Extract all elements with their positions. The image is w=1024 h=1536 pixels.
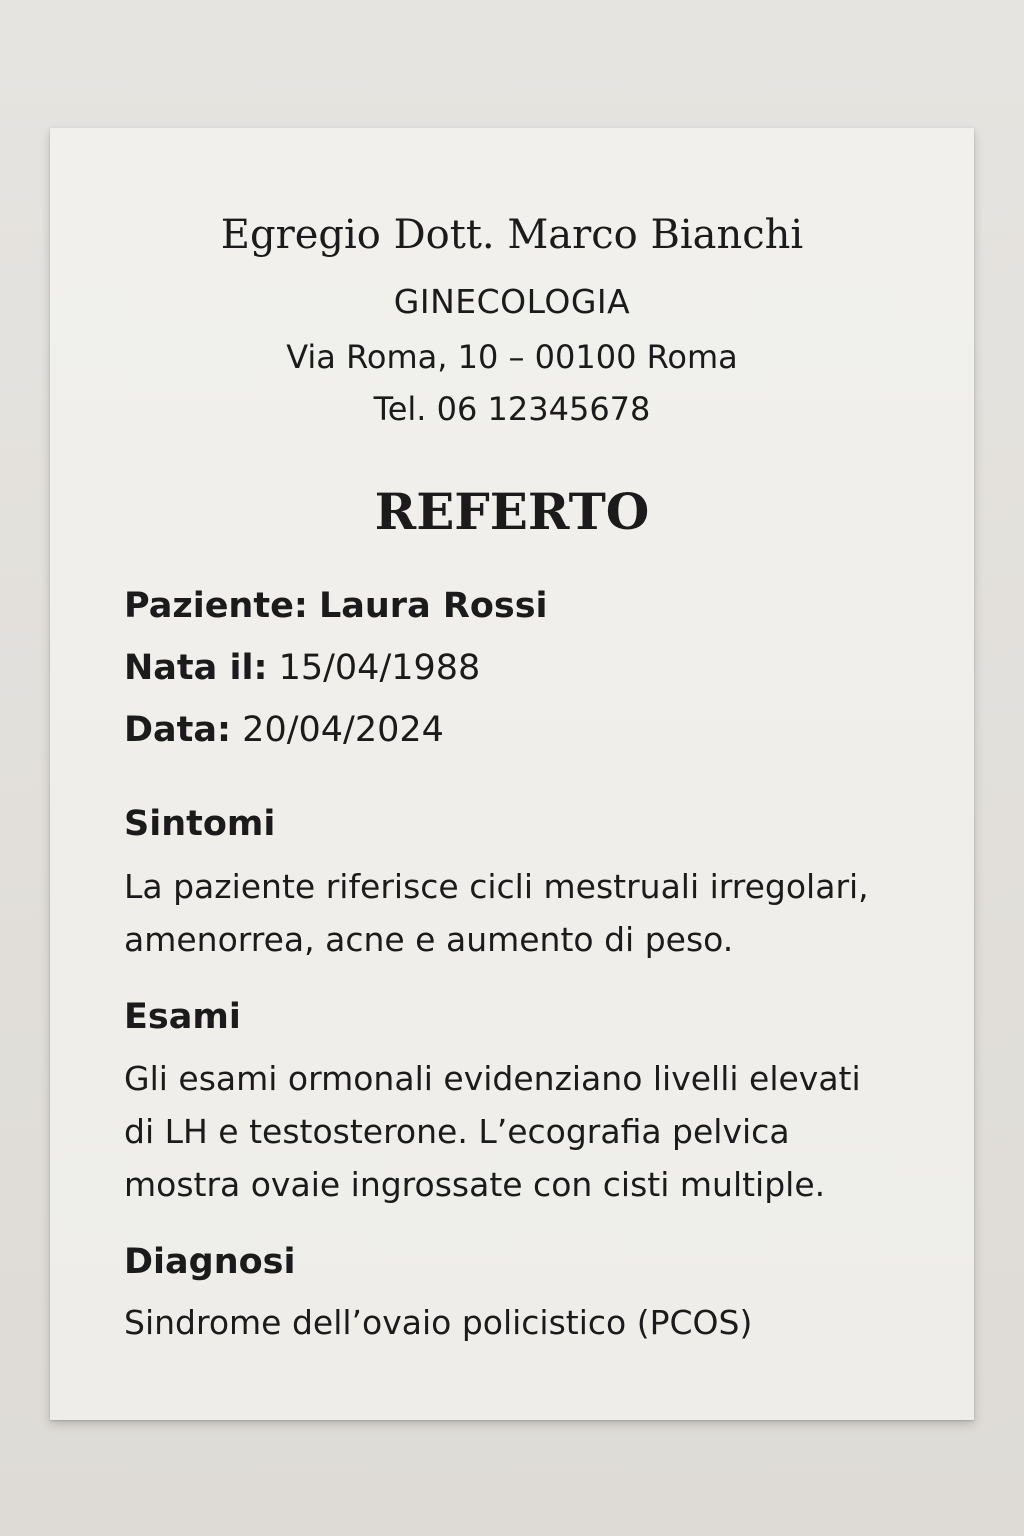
section-text-symptoms: La paziente riferisce cicli mestruali irregolari, amenorrea, acne e aumento di peso. <box>124 867 869 959</box>
patient-name-row <box>124 586 548 626</box>
report-sheet <box>50 128 974 1420</box>
birth-date-label: Nata il: <box>124 648 268 688</box>
report-date-value: 20/04/2024 <box>242 710 444 750</box>
patient-name-value: Laura Rossi <box>318 586 548 626</box>
clinic-phone: Tel. 06 12345678 <box>373 390 651 428</box>
specialty: GINECOLOGIA <box>393 282 631 321</box>
doctor-name: Egregio Dott. Marco Bianchi <box>220 212 804 258</box>
report-date-label: Data: <box>124 710 232 750</box>
birth-date-row <box>124 648 480 688</box>
section-title-diagnosis: Diagnosi <box>124 1242 296 1282</box>
section-text-exams: Gli esami ormonali evidenziano livelli elevati di LH e testosterone. L’ecografia pelvica mostra ovaie ingrossate con cisti multiple. <box>124 1059 861 1204</box>
patient-name-label: Paziente: <box>124 586 308 626</box>
birth-date-value: 15/04/1988 <box>278 648 481 688</box>
report-date-row <box>124 710 444 750</box>
section-title-exams: Esami <box>124 997 241 1037</box>
document-title: REFERTO <box>374 482 650 541</box>
section-title-symptoms: Sintomi <box>124 804 276 844</box>
section-text-diagnosis: Sindrome dell’ovaio policistico (PCOS) <box>124 1303 753 1342</box>
clinic-address: Via Roma, 10 – 00100 Roma <box>286 338 738 376</box>
